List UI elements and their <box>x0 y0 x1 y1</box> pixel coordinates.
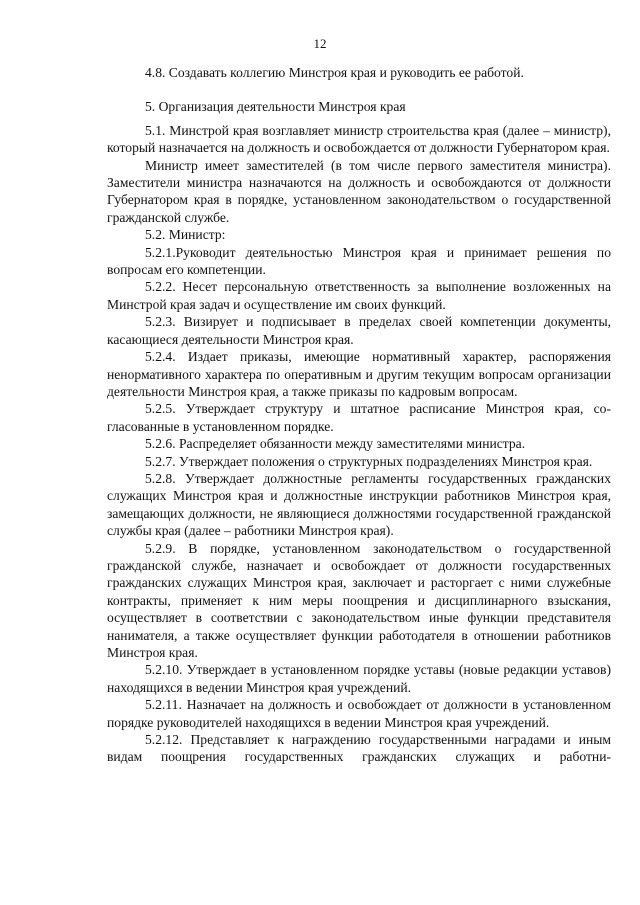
document-body <box>107 64 611 766</box>
paragraph-5-2-7: 5.2.7. Утверждает положения о структурных подразделениях Минстроя края. <box>145 453 593 469</box>
paragraph-5-2-10: 5.2.10. Утверждает в установленном порядке уставы (новые редакции уставов) находящихся в ведении Минстроя края учреждений. <box>107 662 611 695</box>
paragraph-5-2-12: 5.2.12. Представляет к награждению государственными наградами и иным видам поощрения государственных гражданских служащих и работни- <box>107 732 611 765</box>
page-number: 12 <box>313 36 327 51</box>
paragraph-5-1: 5.1. Минстрой края возглавляет министр строительства края (далее – министр), который назначается на должность и освобождается от должности Губернатором края. <box>107 122 611 156</box>
paragraph-5-2-2: 5.2.2. Несет персональную ответственность за выполнение возложенных на Минстрой края задач и осуществление им своих функций. <box>107 279 611 312</box>
paragraph-5-2-8: 5.2.8. Утверждает должностные регламенты государственных гражданских служащих Минстроя края и должностные инструкции работников Минстроя края, замещающих должности, не являющиеся должностями государственной гражданской службы края (далее – работники Минстроя края). <box>107 470 611 539</box>
section-heading-5: 5. Организация деятельности Минстроя края <box>145 99 406 115</box>
paragraph-5-2-1: 5.2.1.Руководит деятельностью Минстроя края и принимает решения по вопросам его компетенции. <box>107 244 611 278</box>
paragraph-5-2-6: 5.2.6. Распределяет обязанности между заместителями министра. <box>145 436 526 452</box>
paragraph-5-2-5: 5.2.5. Утверждает структуру и штатное расписание Минстроя края, согласованные в установленном порядке. <box>107 401 611 434</box>
paragraph-5-2-11: 5.2.11. Назначает на должность и освобождает от должности в установленном порядке руководителей находящихся в ведении Минстроя края учреждений. <box>107 697 611 730</box>
paragraph-4-8: 4.8. Создавать коллегию Минстроя края и руководить ее работой. <box>145 65 524 80</box>
paragraph-deputies: Министр имеет заместителей (в том числе первого заместителя министра). Заместители министра назначаются на должность и освобождаются от должности Губернатором края в порядке, установленном законодательством о государственной гражданской службе. <box>107 157 611 225</box>
paragraph-5-2-4: 5.2.4. Издает приказы, имеющие нормативный характер, распоряжения ненормативного характера по оперативным и другим текущим вопросам организации деятельности Минстроя края, а также приказы по кадровым вопросам. <box>107 349 611 399</box>
paragraph-5-2-3: 5.2.3. Визирует и подписывает в пределах своей компетенции документы, касающиеся деятельности Минстроя края. <box>107 314 611 347</box>
paragraph-5-2: 5.2. Министр: <box>145 227 226 243</box>
paragraph-5-2-9: 5.2.9. В порядке, установленном законодательством о государственной гражданской службе, назначает и освобождает от должности государственных гражданских служащих Минстроя края, заключает и расторгает с ними служебные контракты, применяет к ним меры поощрения и дисциплинарного взыскания, осуществляет в соответствии с законодательством иные функции представителя нанимателя, а также осуществляет функции работодателя в отношении работников Минстроя края. <box>107 540 611 660</box>
